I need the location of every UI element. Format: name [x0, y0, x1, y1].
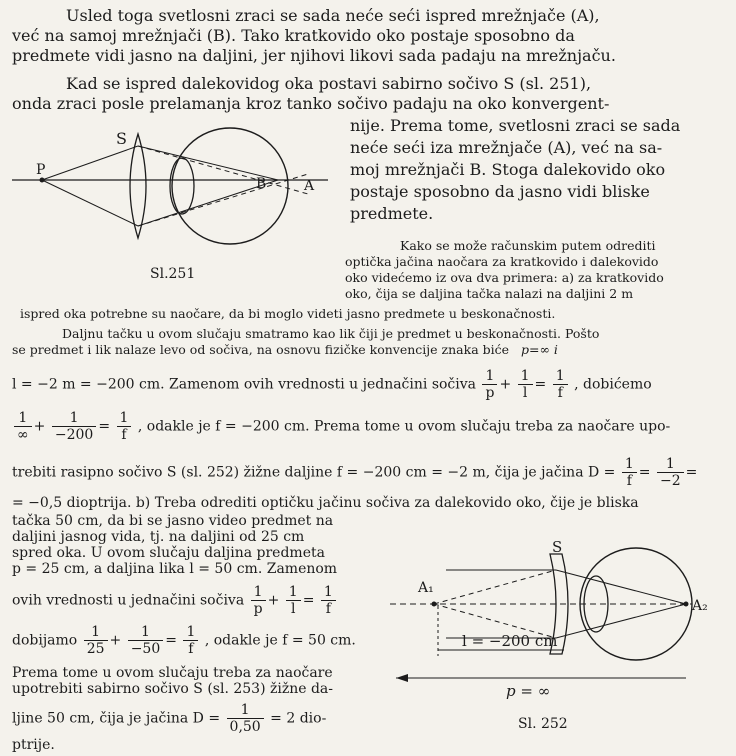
text-line: se predmet i lik nalaze levo od sočiva, na osnovu fizičke konvencije znaka biće p=∞ i — [12, 342, 558, 357]
text-line: nije. Prema tome, svetlosni zraci se sada — [350, 116, 681, 135]
text-line: ptrije. — [12, 737, 55, 753]
equation-line: ljine 50 cm, čija je jačina D = $\frac{1}{0,50}$ = 2 dio- — [12, 702, 327, 735]
text-line: upotrebiti sabirno sočivo S (sl. 253) žižne da- — [12, 681, 334, 697]
text-line: ispred oka potrebne su naočare, da bi moglo videti jasno predmete u beskonačnosti. — [20, 306, 556, 321]
text-line: spred oka. U ovom slučaju daljina predmeta — [12, 545, 325, 561]
text-line: Usled toga svetlosni zraci se sada neće seći ispred mrežnjače (A), — [66, 6, 600, 25]
figure-252-diagram — [386, 540, 726, 700]
text-line: Kad se ispred dalekovidog oka postavi sabirno sočivo S (sl. 251), — [66, 74, 592, 93]
text-line: oko, čija se daljina tačka nalazi na daljini 2 m — [345, 286, 634, 301]
fig251-label-b: B — [256, 176, 267, 192]
equation-line: dobijamo $\frac{1}{25}$ + $\frac{1}{-50}$ = $\frac{1}{f}$ , odakle je f = 50 cm. — [12, 624, 356, 657]
figure-251-diagram — [8, 126, 338, 266]
text-line: Prema tome u ovom slučaju treba za naočare — [12, 665, 333, 681]
fig251-label-a: A — [304, 178, 315, 194]
text-line: daljini jasnog vida, tj. na daljini od 25 cm — [12, 529, 305, 545]
figure-252-caption: Sl. 252 — [518, 716, 568, 732]
text-line: p = 25 cm, a daljina lika l = 50 cm. Zamenom — [12, 561, 338, 577]
text-line: Kako se može računskim putem odrediti — [400, 238, 656, 253]
text-line: oko videćemo iz ova dva primera: a) za kratkovido — [345, 270, 664, 285]
text-line: = −0,5 dioptrija. b) Treba odrediti optičku jačinu sočiva za dalekovido oko, čije je bliska — [12, 495, 639, 511]
text-line: postaje sposobno da jasno vidi bliske — [350, 182, 650, 201]
figure-251-caption: Sl.251 — [150, 266, 196, 282]
equation-line: l = −2 m = −200 cm. Zamenom ovih vrednosti u jednačini sočiva $\frac{1}{p}$ + $\frac{1}{l}$ = $\frac{1}{f}$ , dobićemo — [12, 368, 652, 401]
fig251-label-p: P — [36, 162, 46, 178]
equation-line: ovih vrednosti u jednačini sočiva $\frac{1}{p}$ + $\frac{1}{l}$ = $\frac{1}{f}$ — [12, 584, 338, 617]
text-line: onda zraci posle prelamanja kroz tanko sočivo padaju na oko konvergent- — [12, 94, 610, 113]
text-line: neće seći iza mrežnjače (A), već na sa- — [350, 138, 663, 157]
fig252-label-a2: A₂ — [692, 598, 708, 614]
fig252-label-p: p = ∞ — [506, 682, 551, 700]
text-line: tačka 50 cm, da bi se jasno video predmet na — [12, 513, 334, 529]
text-line: optička jačina naočara za kratkovido i dalekovido — [345, 254, 659, 269]
text-line: već na samoj mrežnjači (B). Tako kratkovido oko postaje sposobno da — [12, 26, 575, 45]
text-line: predmete vidi jasno na daljini, jer njihovi likovi sada padaju na mrežnjaču. — [12, 46, 616, 65]
text-line: predmete. — [350, 204, 434, 223]
fig252-label-l: l = −200 cm — [462, 632, 558, 650]
fig252-label-s: S — [552, 540, 563, 556]
fig252-label-a1: A₁ — [418, 580, 434, 596]
text-line: Daljnu tačku u ovom slučaju smatramo kao lik čiji je predmet u beskonačnosti. Pošto — [62, 326, 600, 341]
equation-line: trebiti rasipno sočivo S (sl. 252) žižne daljine f = −200 cm = −2 m, čija je jačina D = $\frac{1}{f}$ = $\frac{1}{-2}$ = — [12, 456, 698, 489]
equation-line: $\frac{1}{\infty}$ + $\frac{1}{-200}$ = $\frac{1}{f}$ , odakle je f = −200 cm. Prema tome u ovom slučaju treba za naočare upo- — [12, 410, 670, 443]
fig251-label-s: S — [116, 129, 127, 148]
text-line: moj mrežnjači B. Stoga dalekovido oko — [350, 160, 666, 179]
